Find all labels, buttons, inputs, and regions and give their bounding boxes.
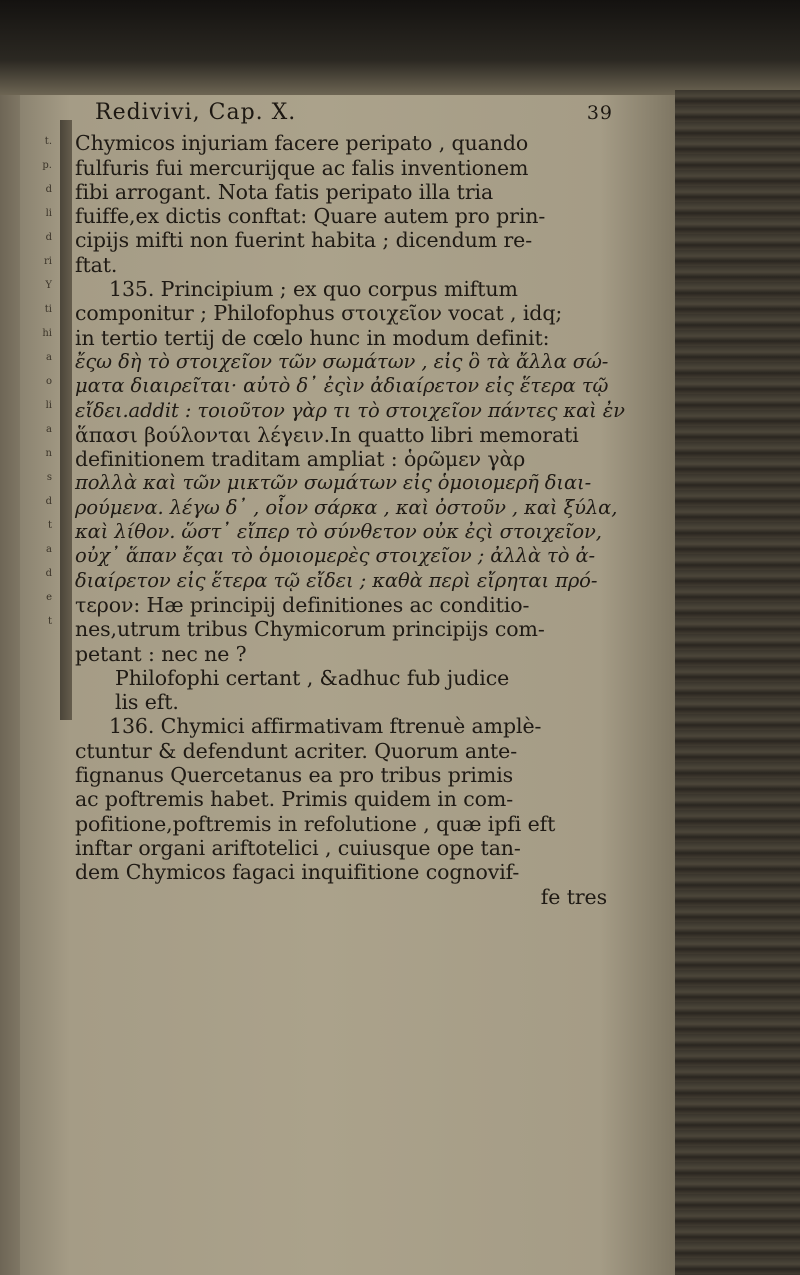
facing-page-mark: p.	[42, 160, 52, 171]
greek-line: πολλὰ καὶ τῶν μικτῶν σωμάτων εἰς ὁμοιομερῆ διαι-	[75, 471, 592, 495]
text-line: nes,utrum tribus Chymicorum principijs com-	[75, 617, 545, 642]
page-number: 39	[586, 102, 613, 124]
facing-page-marks	[0, 130, 58, 730]
facing-page-mark: d	[45, 232, 52, 243]
binding-gutter	[60, 120, 72, 720]
text-line: componitur ; Philofophus στοιχεῖον vocat , idq;	[75, 301, 563, 326]
facing-page-mark: s	[46, 472, 52, 483]
text-line: dem Chymicos fagaci inquifitione cognovif-	[75, 860, 520, 885]
paragraph-135-start: 135. Principium ; ex quo corpus miftum	[109, 277, 518, 302]
text-line: ac poftremis habet. Primis quidem in com-	[75, 787, 514, 812]
facing-page-mark: a	[46, 424, 52, 435]
facing-page-mark: a	[46, 352, 52, 363]
facing-page-mark: o	[45, 376, 52, 387]
facing-page-mark: li	[45, 208, 52, 219]
text-line: ἅπασι βούλονται λέγειν.In quatto libri memorati	[75, 422, 579, 447]
facing-page-mark: d	[45, 184, 52, 195]
text-line: pofitione,poftremis in refolutione , quæ ipfi eft	[75, 811, 556, 836]
text-line: ctuntur & defendunt acriter. Quorum ante-	[75, 738, 518, 763]
page-edge-stack	[675, 90, 800, 1275]
text-line: ftat.	[75, 252, 118, 277]
facing-page-mark: d	[45, 568, 52, 579]
facing-page-mark: t	[47, 616, 52, 627]
text-line: lis eft.	[115, 690, 179, 715]
scan-top-shadow	[0, 0, 800, 95]
text-line: inftar organi ariftotelici , cuiusque ope tan-	[75, 835, 521, 860]
catchword: fe tres	[540, 884, 607, 909]
greek-line: οὐχ᾽ ἅπαν ἔςαι τὸ ὁμοιομερὲς στοιχεῖον ; ἀλλὰ τὸ ἀ-	[75, 544, 596, 568]
text-line: Philofophi certant , &adhuc fub judice	[115, 665, 510, 690]
facing-page-mark: hi	[42, 328, 52, 339]
facing-page-mark: t.	[44, 136, 52, 147]
text-line: fulfuris fui mercurijque ac falis inventionem	[75, 155, 529, 180]
greek-line: διαίρετον εἰς ἕτερα τῷ εἴδει ; καθὰ περὶ εἴρηται πρό-	[75, 568, 598, 592]
text-line: petant : nec ne ?	[75, 641, 247, 666]
facing-page-mark: ti	[44, 304, 52, 315]
facing-page-mark: li	[45, 400, 52, 411]
text-line: in tertio tertij de cœlo hunc in modum definit:	[75, 325, 550, 350]
text-line: fibi arrogant. Nota fatis peripato illa tria	[75, 179, 494, 204]
text-line: fignanus Quercetanus ea pro tribus primis	[75, 763, 514, 788]
facing-page-mark: e	[46, 592, 52, 603]
running-header	[95, 101, 635, 125]
text-line: definitionem traditam ampliat : ὁρῶμεν γὰρ	[75, 447, 526, 472]
greek-line: ρούμενα. λέγω δ᾽ , οἷον σάρκα , καὶ ὀστοῦν , καὶ ξύλα,	[75, 495, 618, 519]
facing-page-mark: d	[45, 496, 52, 507]
text-line: cipijs mifti non fuerint habita ; dicendum re-	[75, 228, 533, 253]
facing-page-mark: ri	[44, 256, 52, 267]
greek-line: εἴδει.addit : τοιοῦτον γὰρ τι τὸ στοιχεῖον πάντες καὶ ἐν	[75, 398, 625, 422]
facing-page-mark: n	[45, 448, 52, 459]
facing-page-mark: t	[47, 520, 52, 531]
text-line: Chymicos injuriam facere peripato , quando	[75, 131, 529, 156]
paragraph-136-start: 136. Chymici affirmativam ftrenuè amplè-	[109, 714, 542, 739]
greek-line: καὶ λίθον. ὥστ᾽ εἴπερ τὸ σύνθετον οὐκ ἐςὶ στοιχεῖον,	[75, 520, 602, 544]
greek-line: ἔςω δὴ τὸ στοιχεῖον τῶν σωμάτων , εἰς ὃ τὰ ἄλλα σώ-	[75, 349, 609, 373]
running-title: Redivivi, Cap. X.	[95, 100, 297, 125]
facing-page-mark: Y	[45, 280, 52, 291]
text-line: τερον: Hæ principij definitiones ac conditio-	[75, 592, 530, 617]
text-line: fuiffe,ex dictis conftat: Quare autem pro prin-	[75, 204, 546, 229]
facing-page-mark: a	[46, 544, 52, 555]
greek-line: ματα διαιρεῖται· αὐτὸ δ᾽ ἐςὶν ἀδιαίρετον εἰς ἕτερα τῷ	[75, 374, 609, 398]
page-text	[75, 101, 635, 909]
